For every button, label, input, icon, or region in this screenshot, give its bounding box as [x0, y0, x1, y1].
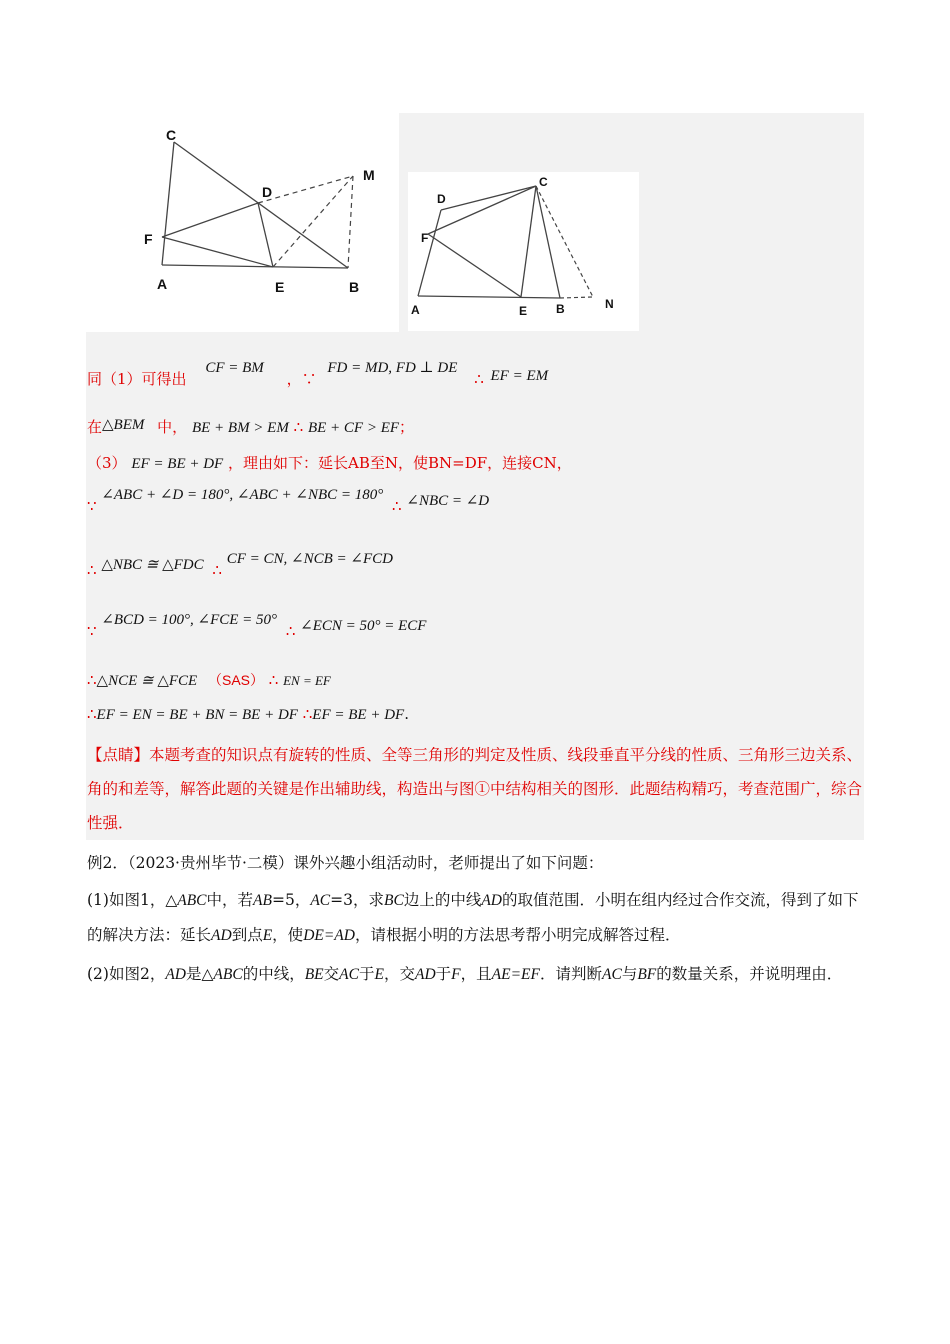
formula: △NCE ≅ △FCE — [96, 673, 198, 689]
label-f: F — [421, 231, 429, 245]
formula: ∠ABC + ∠D = 180°, ∠ABC + ∠NBC = 180° — [101, 487, 384, 503]
therefore-symbol: ∴ — [293, 418, 304, 436]
text: ，理由如下：延长AB至N，使BN=DF，连接CN， — [228, 454, 572, 472]
text: AC — [310, 892, 331, 909]
text: BC — [384, 892, 404, 909]
label-a: A — [157, 276, 168, 292]
formula: EF = BE + DF — [312, 707, 405, 723]
text: 的中线， — [242, 965, 305, 983]
solution-line-5 — [87, 551, 393, 580]
comment-text: 本题考查的知识点有旋转的性质、全等三角形的判定及性质、线段垂直平分线的性质、三角形三边关系、角的和差等，解答此题的关键是作出辅助线，构造出与图①中结构相关的图形．此题结构精巧，考查范围广，综合性强． — [87, 746, 863, 832]
formula: BE + BM > EM — [191, 420, 289, 436]
solution-line-4 — [87, 487, 490, 516]
solution-line-6 — [87, 612, 427, 641]
label-d: D — [262, 184, 273, 200]
label-a: A — [411, 303, 420, 317]
comment-paragraph — [87, 738, 863, 840]
text: DE=AD — [303, 927, 355, 944]
problem-part-1 — [87, 883, 863, 953]
text: AD — [481, 892, 503, 909]
therefore-symbol: ∴ — [87, 705, 97, 723]
text: 的取值范围．小明在组内经过合作交流，得到了如下的解决方法：延长 — [87, 891, 859, 944]
text: =5， — [271, 891, 311, 909]
text: 与 — [621, 965, 638, 983]
text: 交 — [323, 965, 340, 983]
therefore-symbol: ∴ — [212, 561, 222, 579]
formula: EF = EM — [490, 368, 549, 384]
text: AC — [339, 966, 359, 983]
formula: CF = BM — [205, 360, 264, 376]
text: AD — [414, 966, 436, 983]
label-b: B — [349, 279, 360, 295]
text: AB — [253, 892, 272, 909]
text: 是△ — [186, 965, 214, 983]
text: 于 — [358, 965, 375, 983]
text: ，交 — [383, 965, 415, 983]
text: =3，求 — [330, 891, 385, 909]
text: AD — [165, 966, 186, 983]
text: ABC — [213, 966, 243, 983]
text: ； — [399, 418, 415, 436]
therefore-symbol: ∴ — [302, 705, 313, 723]
text: 于 — [435, 965, 452, 983]
text: ，且 — [460, 965, 492, 983]
label-d: D — [437, 192, 446, 206]
example-heading: 例2．（2023·贵州毕节·二模）课外兴趣小组活动时，老师提出了如下问题： — [87, 854, 604, 872]
formula: ∠NBC = ∠D — [406, 493, 490, 509]
formula: △BEM — [102, 417, 145, 433]
text: 同（1）可得出 — [87, 370, 187, 388]
text: 在 — [87, 418, 103, 436]
because-symbol: ∵ — [87, 622, 97, 640]
text: BE — [304, 966, 324, 983]
text: E — [262, 927, 273, 944]
text: AE=EF — [491, 966, 540, 983]
formula: CF = CN, ∠NCB = ∠FCD — [226, 551, 393, 567]
label-e: E — [519, 304, 528, 318]
therefore-symbol: ∴ — [392, 497, 402, 515]
formula: EN = EF — [283, 673, 331, 688]
problem-part-2 — [87, 957, 863, 992]
comment-tag: 【点睛】 — [87, 746, 150, 764]
text: F — [451, 966, 461, 983]
label-f: F — [144, 231, 153, 247]
text: ，使 — [272, 926, 304, 944]
figure-2 — [408, 172, 639, 331]
text: 到点 — [231, 926, 263, 944]
text: BF — [637, 966, 657, 983]
formula: EF = BE + DF — [131, 456, 224, 472]
formula: EF = EN = BE + BN = BE + DF — [96, 707, 298, 723]
formula: ∠ECN = 50° = ECF — [300, 618, 427, 634]
text: 中， — [157, 418, 188, 436]
text: ABC — [177, 892, 207, 909]
formula: FD = MD, FD ⊥ DE — [327, 360, 458, 376]
therefore-symbol: ∴ — [474, 370, 484, 388]
formula: ∠BCD = 100°, ∠FCE = 50° — [101, 612, 278, 628]
text: （SAS） — [207, 672, 264, 688]
text: 中，若 — [206, 891, 254, 909]
therefore-symbol: ∴ — [87, 561, 97, 579]
label-n: N — [605, 297, 614, 311]
text: 边上的中线 — [403, 891, 482, 909]
text: ，请根据小明的方法思考帮小明完成解答过程． — [354, 926, 681, 944]
text: ，∵ — [286, 370, 317, 388]
text: AC — [602, 966, 622, 983]
therefore-symbol: ∴ — [87, 671, 97, 689]
text: E — [374, 966, 384, 983]
label-c: C — [539, 175, 548, 189]
label-c: C — [166, 127, 177, 143]
label-b: B — [556, 302, 565, 316]
label-e: E — [275, 279, 285, 295]
formula: △NBC ≅ △FDC — [101, 557, 204, 573]
because-symbol: ∵ — [87, 497, 97, 515]
label-m: M — [363, 167, 375, 183]
text: 的数量关系，并说明理由． — [656, 965, 843, 983]
text: (1)如图1，△ — [87, 891, 178, 909]
figure-1 — [140, 120, 390, 305]
solution-line-2 — [87, 416, 414, 437]
text: . — [404, 705, 409, 723]
text: (2)如图2， — [87, 965, 166, 983]
therefore-symbol: ∴ — [268, 671, 279, 689]
formula: BE + CF > EF — [307, 420, 400, 436]
text: AD — [211, 927, 232, 944]
solution-line-3 — [87, 452, 572, 473]
solution-line-7 — [87, 670, 331, 690]
solution-line-8 — [87, 705, 409, 724]
text: （3） — [87, 454, 127, 472]
solution-line-1 — [87, 360, 549, 389]
text: ．请判断 — [540, 965, 603, 983]
therefore-symbol: ∴ — [285, 622, 296, 640]
